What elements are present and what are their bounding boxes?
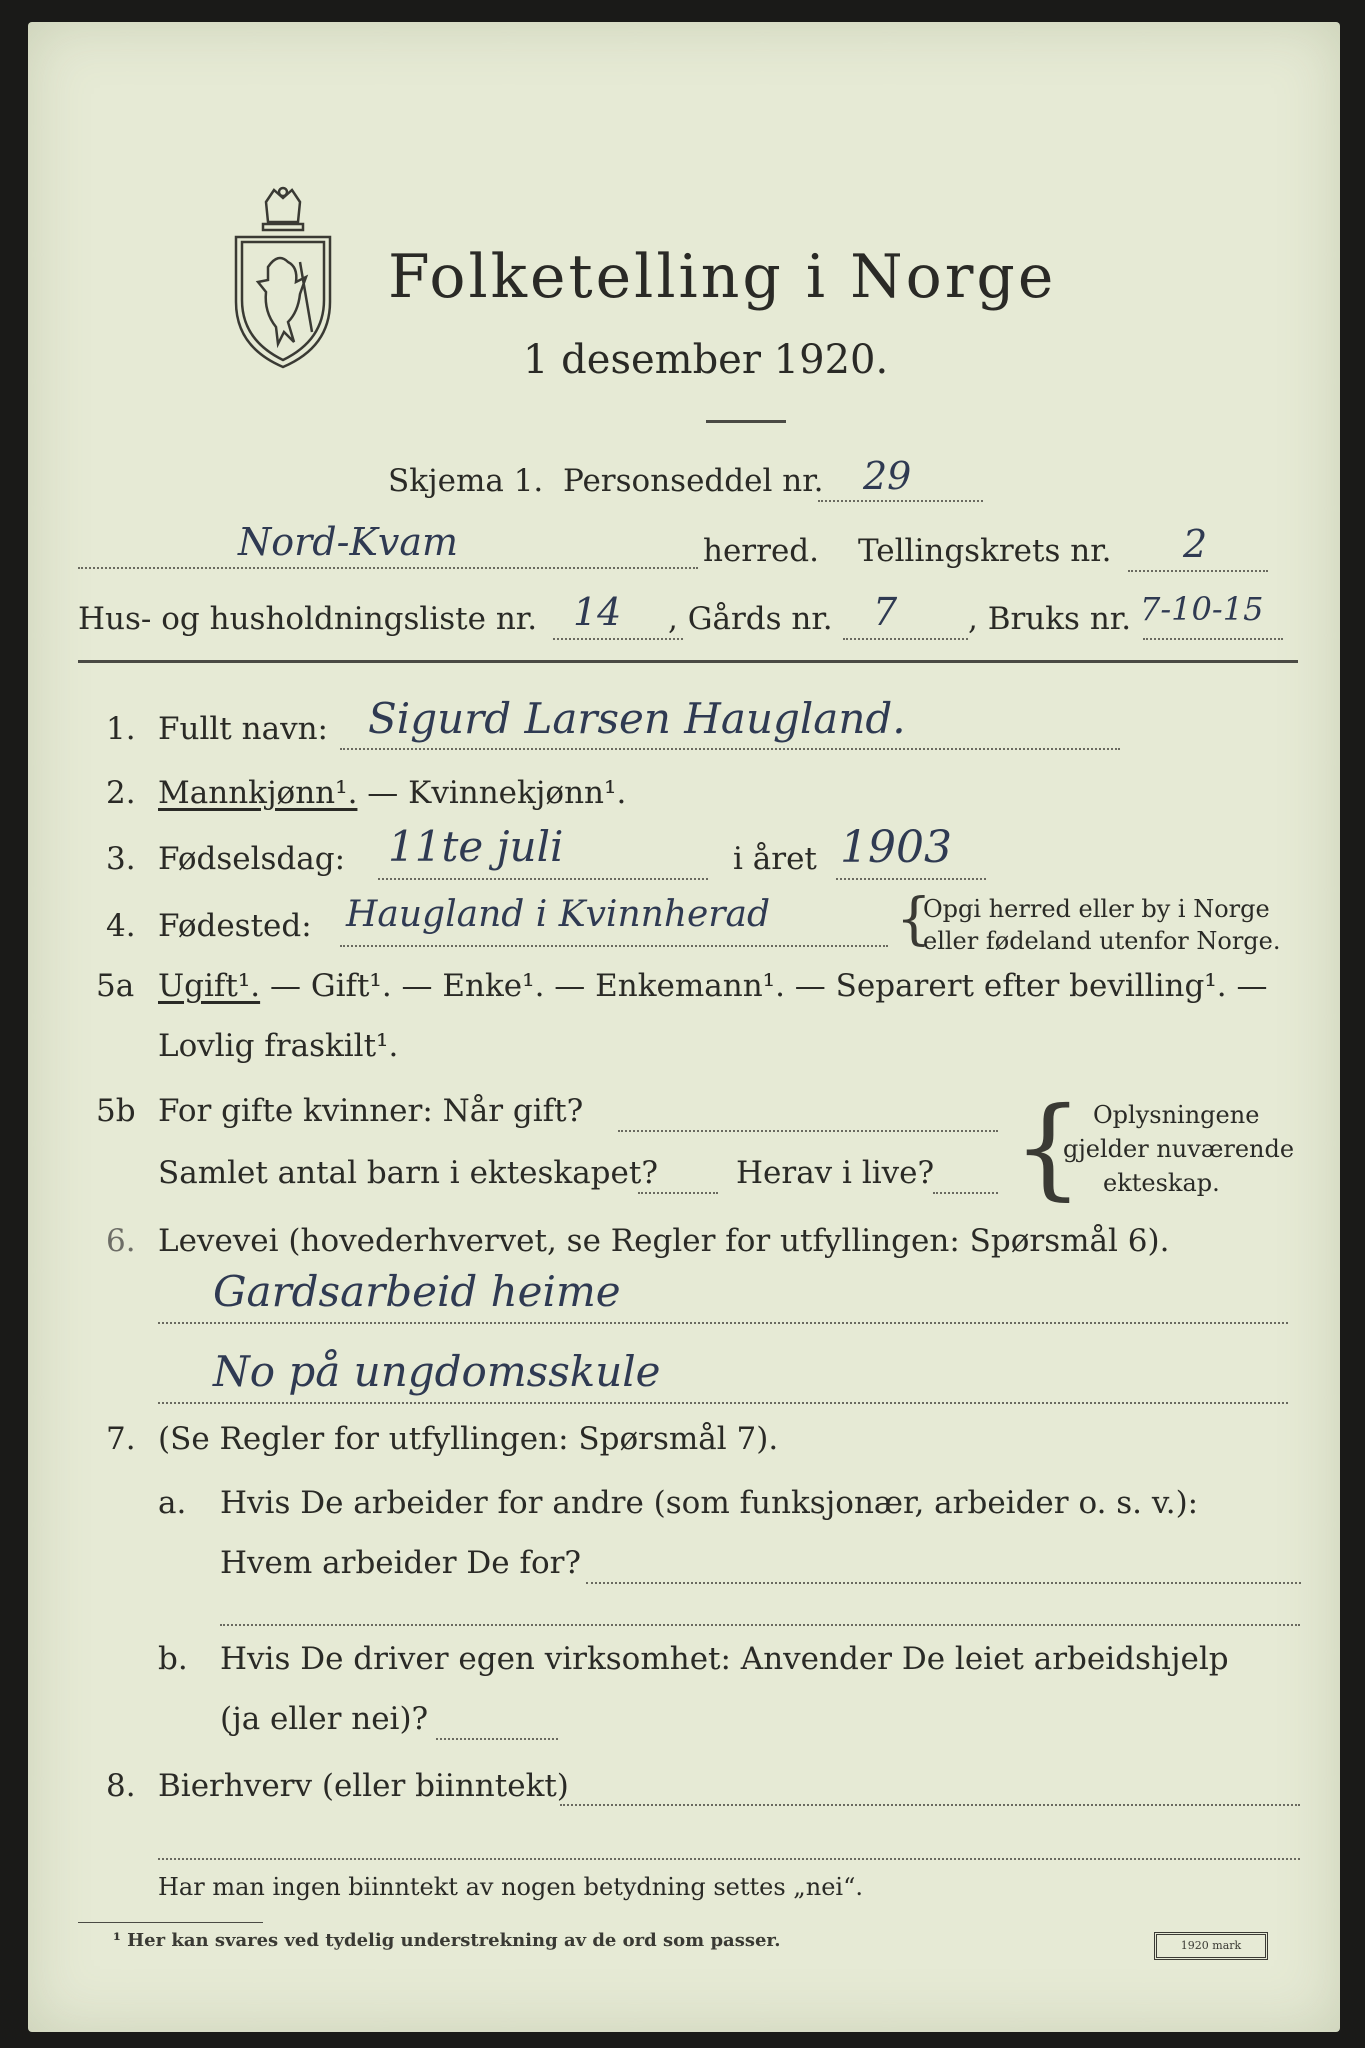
q8-number: 8.: [106, 1768, 136, 1804]
gards-value[interactable]: 7: [873, 590, 898, 634]
q7a-employer-dots[interactable]: [586, 1582, 1301, 1584]
q6-dots-1: [158, 1322, 1288, 1324]
occupation-value-2[interactable]: No på ungdomsskule: [213, 1347, 661, 1396]
q3-dots: [378, 878, 708, 880]
personseddel-dots: [818, 500, 983, 502]
bruks-value[interactable]: 7-10-15: [1140, 590, 1264, 628]
tellingskrets-dots: [1128, 570, 1268, 572]
q4-brace: {: [896, 887, 932, 952]
personseddel-label: Personseddel nr.: [563, 463, 824, 499]
q4-label: Fødested:: [158, 908, 312, 944]
q5b-note-line2: gjelder nuværende: [1063, 1135, 1295, 1163]
q6-dots-2: [158, 1402, 1288, 1404]
herred-value[interactable]: Nord-Kvam: [238, 520, 459, 564]
divorced-option[interactable]: Lovlig fraskilt¹.: [158, 1028, 399, 1064]
q7-label: (Se Regler for utfyllingen: Spørsmål 7).: [158, 1421, 779, 1457]
divider: [706, 420, 786, 423]
personseddel-value[interactable]: 29: [863, 454, 912, 498]
q8-dots-2[interactable]: [158, 1858, 1300, 1860]
footnote: ¹ Her kan svares ved tydelig understrekning av de ord som passer.: [113, 1930, 781, 1951]
occupation-value-1[interactable]: Gardsarbeid heime: [213, 1267, 621, 1316]
q5b-children-label: Samlet antal barn i ekteskapet?: [158, 1155, 658, 1191]
q5b-note-line3: ekteskap.: [1103, 1169, 1220, 1197]
birthday-value[interactable]: 11te juli: [388, 822, 564, 871]
q5b-note-line1: Oplysningene: [1093, 1101, 1260, 1129]
full-name-value[interactable]: Sigurd Larsen Haugland.: [368, 694, 906, 743]
bruks-dots: [1143, 638, 1283, 640]
birthplace-value[interactable]: Haugland i Kvinnherad: [346, 894, 771, 935]
q6-number: 6.: [106, 1223, 136, 1259]
q7a-extra-dots[interactable]: [220, 1624, 1300, 1626]
form-title: Folketelling i Norge: [388, 242, 1057, 312]
skjema-label: Skjema 1.: [388, 463, 544, 499]
q5b-alive-label: Herav i live?: [736, 1155, 935, 1191]
q1-label: Fullt navn:: [158, 711, 328, 747]
tellingskrets-label: Tellingskrets nr.: [858, 533, 1112, 569]
birth-year-value[interactable]: 1903: [840, 822, 952, 873]
tellingskrets-value[interactable]: 2: [1183, 522, 1208, 566]
q7b-yes-no-label: (ja eller nei)?: [220, 1701, 429, 1737]
hus-label: Hus- og husholdningsliste nr.: [78, 601, 538, 637]
header-rule: [78, 660, 1298, 663]
q4-dots: [340, 945, 888, 947]
q7a-letter: a.: [158, 1485, 187, 1521]
male-option[interactable]: Mannkjønn¹.: [158, 775, 358, 811]
q4-number: 4.: [106, 908, 136, 944]
q4-note-line1: Opgi herred eller by i Norge: [923, 895, 1270, 923]
hus-value[interactable]: 14: [573, 590, 622, 634]
q5b-children-dots: [638, 1192, 718, 1194]
q5b-when-dots: [618, 1130, 998, 1132]
female-option[interactable]: Kvinnekjønn¹.: [408, 775, 627, 811]
q8-label: Bierhverv (eller biinntekt): [158, 1768, 569, 1804]
q3-year-dots: [836, 878, 986, 880]
q5a-marital-line: [158, 967, 1267, 1005]
q5a-other-options[interactable]: — Gift¹. — Enke¹. — Enkemann¹. — Separert efter bevilling¹. —: [260, 968, 1268, 1004]
gards-dots: [843, 638, 968, 640]
herred-dots: [78, 567, 698, 569]
q1-number: 1.: [106, 711, 136, 747]
q7b-dots[interactable]: [436, 1738, 558, 1740]
q3-year-label: i året: [733, 841, 817, 877]
q5a-number: 5a: [96, 968, 135, 1004]
q5b-number: 5b: [96, 1093, 136, 1129]
census-form-sheet: [28, 22, 1340, 2032]
q1-dots: [340, 748, 1120, 750]
herred-label: herred.: [703, 533, 819, 569]
q5b-alive-dots: [933, 1192, 998, 1194]
bruks-label: , Bruks nr.: [968, 601, 1132, 637]
q2-number: 2.: [106, 775, 136, 811]
gards-label: , Gårds nr.: [668, 601, 833, 637]
income-note: Har man ingen biinntekt av nogen betydning settes „nei“.: [158, 1873, 863, 1901]
stamp-mark: 1920 mark: [1154, 1932, 1268, 1960]
q7-number: 7.: [106, 1421, 136, 1457]
footnote-rule: [78, 1922, 263, 1923]
q7b-letter: b.: [158, 1641, 188, 1677]
q4-note-line2: eller fødeland utenfor Norge.: [923, 927, 1281, 955]
q5b-brace: {: [1013, 1083, 1083, 1211]
q2-gender-line: [158, 774, 626, 812]
q2-separator: —: [357, 775, 409, 811]
q7a-employer-label: Hvem arbeider De for?: [220, 1545, 582, 1581]
q6-label: Levevei (hovederhvervet, se Regler for utfyllingen: Spørsmål 6).: [158, 1223, 1170, 1259]
q3-label: Fødselsdag:: [158, 841, 346, 877]
unmarried-option[interactable]: Ugift¹.: [158, 968, 261, 1004]
q3-number: 3.: [106, 841, 136, 877]
q8-dots-1[interactable]: [560, 1804, 1300, 1806]
form-date: 1 desember 1920.: [523, 337, 889, 383]
hus-dots: [553, 638, 683, 640]
norwegian-coat-of-arms-icon: [228, 182, 338, 372]
q7a-label: Hvis De arbeider for andre (som funksjonær, arbeider o. s. v.):: [220, 1485, 1199, 1521]
q5b-when-married-label: For gifte kvinner: Når gift?: [158, 1093, 584, 1129]
q7b-label: Hvis De driver egen virksomhet: Anvender De leiet arbeidshjelp: [220, 1641, 1229, 1677]
